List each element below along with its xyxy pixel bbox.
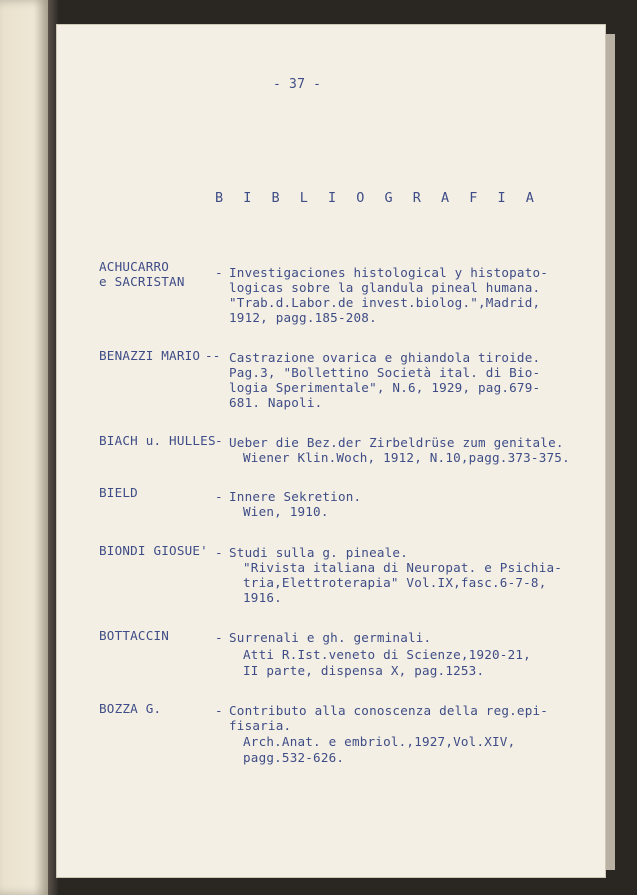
entry-citation-line: Ueber die Bez.der Zirbeldrüse zum genitale. — [229, 435, 564, 450]
entry-citation-line: 681. Napoli. — [229, 395, 323, 410]
document-page — [56, 24, 606, 878]
entry-citation-line: II parte, dispensa X, pag.1253. — [243, 663, 485, 678]
entry-citation-line: Atti R.Ist.veneto di Scienze,1920-21, — [243, 647, 531, 662]
entry-citation-line: "Trab.d.Labor.de invest.biolog.",Madrid, — [229, 295, 541, 310]
entry-citation-line: 1916. — [243, 590, 282, 605]
entry-citation-line: fisaria. — [229, 718, 292, 733]
facing-page — [0, 0, 48, 895]
entry-dash: - — [215, 545, 223, 560]
entry-author-line: BIELD — [99, 485, 138, 500]
entry-citation-line: Surrenali e gh. germinali. — [229, 630, 432, 645]
entry-author-line: e SACRISTAN — [99, 274, 185, 289]
entry-citation-line: logicas sobre la glandula pineal humana. — [229, 280, 541, 295]
entry-dash: - — [215, 703, 223, 718]
entry-citation-line: Arch.Anat. e embriol.,1927,Vol.XIV, — [243, 734, 516, 749]
entry-dash: - — [215, 489, 223, 504]
entry-citation-line: Innere Sekretion. — [229, 489, 362, 504]
entry-citation-line: Wiener Klin.Woch, 1912, N.10,pagg.373-375. — [243, 450, 570, 465]
entry-citation-line: Wien, 1910. — [243, 504, 329, 519]
entry-citation-line: tria,Elettroterapia" Vol.IX,fasc.6-7-8, — [243, 575, 547, 590]
entry-author-line: BOTTACCIN — [99, 628, 170, 643]
entry-citation-line: pagg.532-626. — [243, 750, 345, 765]
entry-citation-line: Studi sulla g. pineale. — [229, 545, 408, 560]
entry-dash: - — [215, 265, 223, 280]
entry-citation-line: "Rivista italiana di Neuropat. e Psichia- — [243, 560, 563, 575]
entry-citation-line: 1912, pagg.185-208. — [229, 310, 377, 325]
entry-dash: - — [215, 630, 223, 645]
entry-author-line: ACHUCARRO — [99, 259, 170, 274]
entry-citation-line: Contributo alla conoscenza della reg.epi- — [229, 703, 549, 718]
entry-dash: -- — [205, 348, 221, 363]
entry-citation-line: Investigaciones histological y histopato- — [229, 265, 549, 280]
entry-author-line: BENAZZI MARIO — [99, 348, 201, 363]
entry-citation-line: Castrazione ovarica e ghiandola tiroide. — [229, 350, 541, 365]
entry-author-line: BIONDI GIOSUE' — [99, 543, 208, 558]
page-title: B I B L I O G R A F I A — [215, 190, 540, 206]
entry-author-line: BIACH u. HULLES — [99, 433, 216, 448]
page-number: - 37 - — [273, 77, 322, 92]
entry-citation-line: Pag.3, "Bollettino Società ital. di Bio- — [229, 365, 541, 380]
entry-author-line: BOZZA G. — [99, 701, 162, 716]
entry-citation-line: logia Sperimentale", N.6, 1929, pag.679- — [229, 380, 541, 395]
entry-dash: - — [215, 433, 223, 448]
